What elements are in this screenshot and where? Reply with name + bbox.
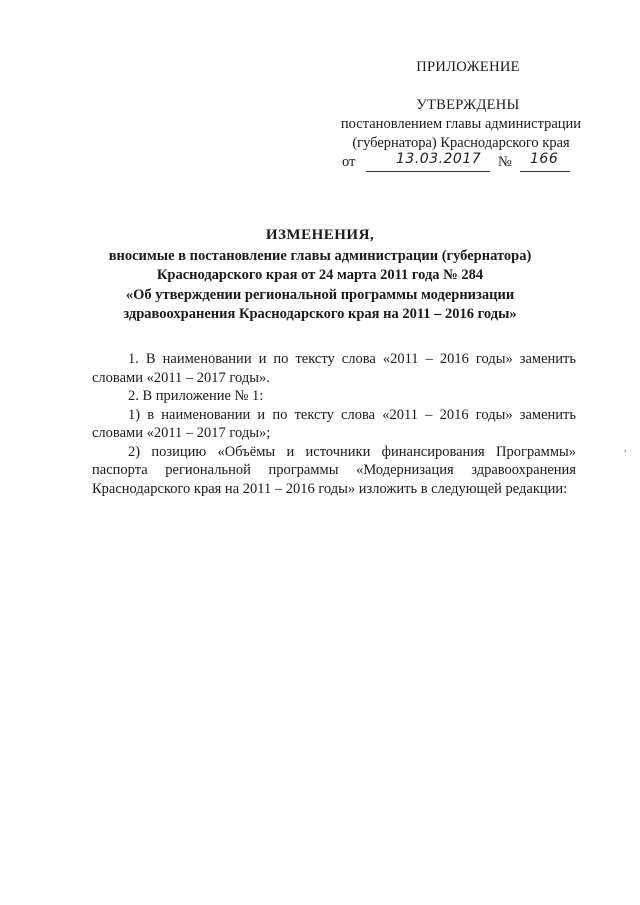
appendix-label: ПРИЛОЖЕНИЕ [416,59,520,75]
paragraph-2: 2. В приложение № 1: [128,388,264,404]
approval-header [330,58,600,173]
document-title [80,226,560,325]
handwritten-date: 13.03.2017 [396,151,482,167]
title-line-4: здравоохранения Краснодарского края на 2011 – 2016 годы» [123,306,517,322]
date-field [366,153,490,172]
title-line-1: вносимые в постановление главы администрации (губернатора) [108,247,532,264]
approved-by-line-1: постановлением главы администрации [340,116,582,132]
number-field [520,153,570,172]
paragraph-1: 1. В наименовании и по тексту слова «2011 – 2016 годы» заменить словами «2011 – 2017 годы». [92,351,576,386]
paragraph-3: 1) в наименовании и по тексту слова «2011 – 2016 годы» заменить словами «2011 – 2017 годы»; [92,406,576,441]
number-prefix: № [498,154,512,170]
scan-mark: , [624,443,627,454]
paragraph-4: 2) позицию «Объёмы и источники финансирования Программы» паспорта региональной программы «Модернизация здравоохранения Краснодарского края на 2011 – 2016 годы» изложить в следующей редакции: [92,443,576,497]
approved-by-line-2: (губернатора) Краснодарского края [352,135,570,151]
handwritten-number: 166 [530,151,559,167]
title-line-3: «Об утверждении региональной программы модернизации [125,286,515,303]
title-line-2: Краснодарского края от 24 марта 2011 года № 284 [156,267,484,283]
date-number-line [330,153,600,173]
title-main: ИЗМЕНЕНИЯ, [265,227,375,243]
date-prefix: от [342,154,356,170]
document-body [92,350,576,498]
approved-label: УТВЕРЖДЕНЫ [416,97,520,113]
